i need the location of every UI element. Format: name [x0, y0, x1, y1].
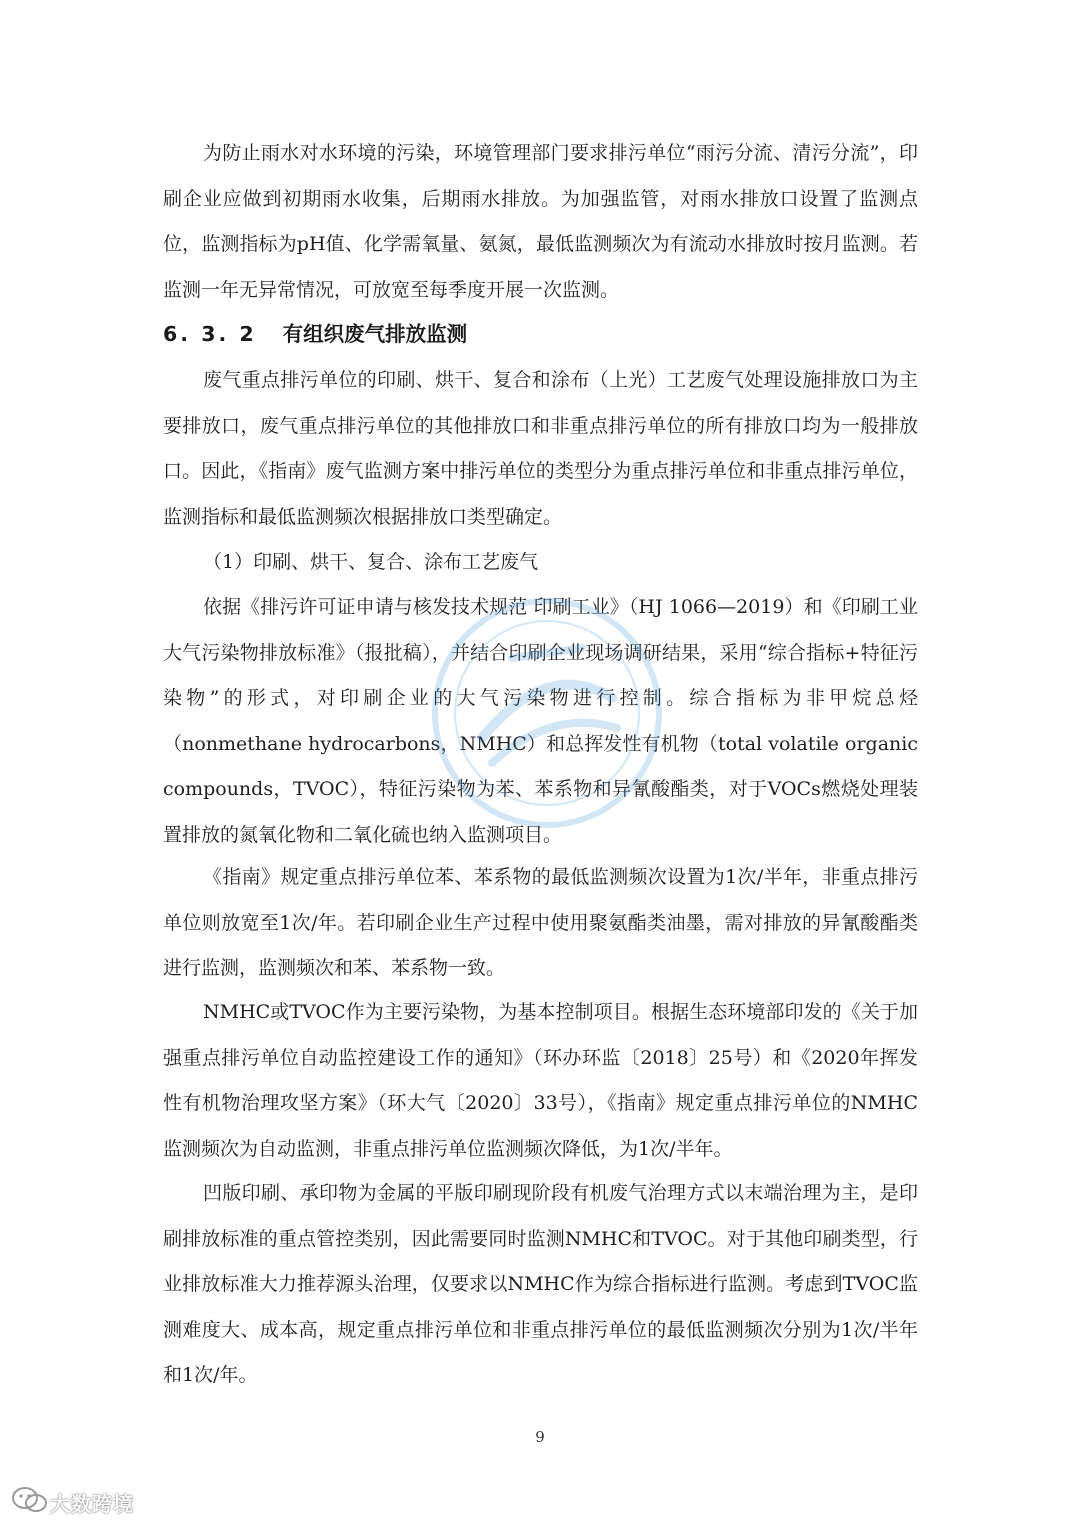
- paragraph-nmhc-tvoc: NMHC或TVOC作为主要污染物，为基本控制项目。根据生态环境部印发的《关于加强重点排污单位自动监控建设工作的通知》（环办环监〔2018〕25号）和《2020年挥发性有机物治理攻坚方案》（环大气〔2020〕33号），《指南》规定重点排污单位的NMHC监测频次为自动监测，非重点排污单位监测频次降低，为1次/半年。: [163, 1001, 918, 1160]
- paragraph-standards-basis: 依据《排污许可证申请与核发技术规范 印刷工业》（HJ 1066—2019）和《印刷工业大气污染物排放标准》（报批稿），并结合印刷企业现场调研结果，采用“综合指标+特征污染物”的形式，对印刷企业的大气污染物进行控制。综合指标为非甲烷总烃（nonmethane hydrocarbons，NMHC）和总挥发性有机物（total volatile organic compounds，TVOC），特征污染物为苯、苯系物和异氰酸酯类，对于VOCs燃烧处理装置排放的氮氧化物和二氧化硫也纳入监测项目。: [163, 596, 918, 846]
- stamp-watermark: [422, 588, 672, 838]
- wechat-logo-icon: [10, 1484, 50, 1516]
- section-heading: [163, 312, 467, 357]
- paragraph-emission-outlets: 废气重点排污单位的印刷、烘干、复合和涂布（上光）工艺废气处理设施排放口为主要排放口，废气重点排污单位的其他排放口和非重点排污单位的所有排放口均为一般排放口。因此，《指南》废气监测方案中排污单位的类型分为重点排污单位和非重点排污单位，监测指标和最低监测频次根据排放口类型确定。: [163, 369, 918, 528]
- section-title: 有组织废气排放监测: [282, 322, 468, 346]
- paragraph-gravure-printing: 凹版印刷、承印物为金属的平版印刷现阶段有机废气治理方式以末端治理为主，是印刷排放标准的重点管控类别，因此需要同时监测NMHC和TVOC。对于其他印刷类型，行业排放标准大力推荐源头治理，仅要求以NMHC作为综合指标进行监测。考虑到TVOC监测难度大、成本高，规定重点排污单位和非重点排污单位的最低监测频次分别为1次/半年和1次/年。: [163, 1182, 918, 1386]
- paragraph-rainwater: 为防止雨水对水环境的污染，环境管理部门要求排污单位“雨污分流、清污分流”，印刷企业应做到初期雨水收集，后期雨水排放。为加强监管，对雨水排放口设置了监测点位，监测指标为pH值、化学需氧量、氨氮，最低监测频次为有流动水排放时按月监测。若监测一年无异常情况，可放宽至每季度开展一次监测。: [163, 142, 918, 301]
- corner-watermark-text: 大数跨境: [50, 1492, 134, 1516]
- page-number: 9: [535, 1428, 545, 1446]
- paragraph-benzene-frequency: 《指南》规定重点排污单位苯、苯系物的最低监测频次设置为1次/半年，非重点排污单位则放宽至1次/年。若印刷企业生产过程中使用聚氨酯类油墨，需对排放的异氰酸酯类进行监测，监测频次和苯、苯系物一致。: [163, 866, 918, 979]
- paragraph-subheading-1: （1）印刷、烘干、复合、涂布工艺废气: [203, 551, 539, 573]
- section-number: 6. 3. 2: [163, 322, 257, 346]
